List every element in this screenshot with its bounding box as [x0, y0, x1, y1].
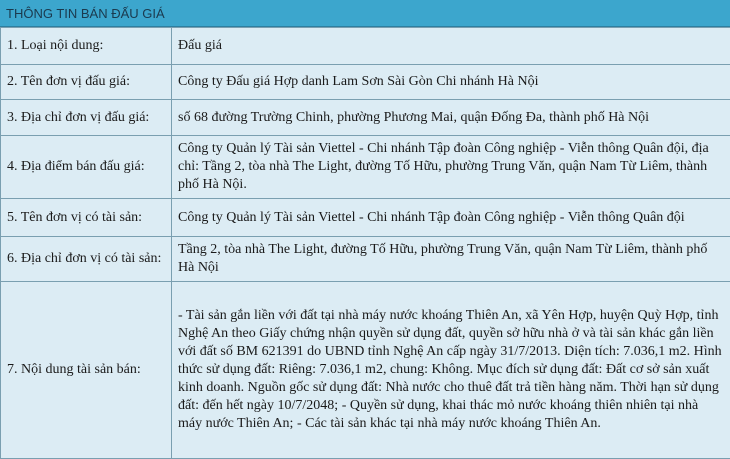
- row-label: 1. Loại nội dung:: [1, 28, 172, 65]
- table-row: [1, 136, 730, 199]
- table-row: [1, 282, 730, 459]
- row-label: 2. Tên đơn vị đấu giá:: [1, 65, 172, 100]
- row-value: Công ty Quản lý Tài sản Viettel - Chi nhánh Tập đoàn Công nghiệp - Viễn thông Quân đội, địa chỉ: Tầng 2, tòa nhà The Light, đường Tố Hữu, phường Trung Văn, quận Nam Từ Liêm, thành phố Hà Nội.: [172, 136, 730, 199]
- row-value: Đấu giá: [172, 28, 730, 65]
- table-row: [1, 100, 730, 136]
- auction-info-table: [0, 27, 730, 459]
- row-label: 5. Tên đơn vị có tài sản:: [1, 199, 172, 237]
- panel-title: THÔNG TIN BÁN ĐẤU GIÁ: [0, 0, 730, 27]
- table-row: [1, 28, 730, 65]
- row-value: Công ty Quản lý Tài sản Viettel - Chi nhánh Tập đoàn Công nghiệp - Viễn thông Quân đội: [172, 199, 730, 237]
- row-value: số 68 đường Trường Chinh, phường Phương Mai, quận Đống Đa, thành phố Hà Nội: [172, 100, 730, 136]
- row-value: - Tài sản gắn liền với đất tại nhà máy nước khoáng Thiên An, xã Yên Hợp, huyện Quỳ Hợp, tỉnh Nghệ An theo Giấy chứng nhận quyền sử dụng đất, quyền sở hữu nhà ở và tài sản khác gắn liền với đất số BM 621391 do UBND tỉnh Nghệ An cấp ngày 31/7/2013. Diện tích: 7.036,1 m2. Hình thức sử dụng đất: Riêng: 7.036,1 m2, chung: Không. Mục đích sử dụng đất: Đất cơ sở sản xuất kinh doanh. Nguồn gốc sử dụng đất: Nhà nước cho thuê đất trả tiền hàng năm. Thời hạn sử dụng đất: đến hết ngày 10/7/2048; - Quyền sử dụng, khai thác mỏ nước khoáng thiên nhiên tại nhà máy nước Thiên An; - Các tài sản khác tại nhà máy nước khoáng Thiên An.: [172, 282, 730, 459]
- table-row: [1, 237, 730, 282]
- row-label: 3. Địa chỉ đơn vị đấu giá:: [1, 100, 172, 136]
- row-label: 4. Địa điểm bán đấu giá:: [1, 136, 172, 199]
- table-row: [1, 65, 730, 100]
- row-value: Công ty Đấu giá Hợp danh Lam Sơn Sài Gòn Chi nhánh Hà Nội: [172, 65, 730, 100]
- row-label: 7. Nội dung tài sản bán:: [1, 282, 172, 459]
- row-value: Tầng 2, tòa nhà The Light, đường Tố Hữu, phường Trung Văn, quận Nam Từ Liêm, thành phố Hà Nội: [172, 237, 730, 282]
- row-label: 6. Địa chỉ đơn vị có tài sản:: [1, 237, 172, 282]
- table-row: [1, 199, 730, 237]
